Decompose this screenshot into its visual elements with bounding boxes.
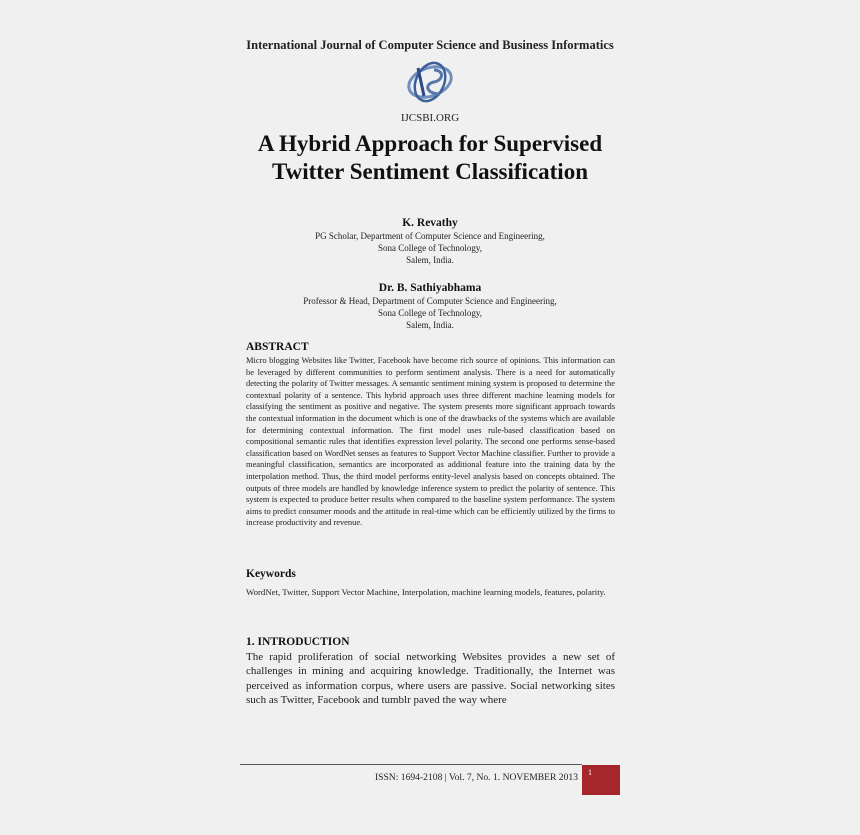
author-name: Dr. B. Sathiyabhama [378,282,482,294]
journal-site: IJCSBI.ORG [400,112,460,124]
paper-title-line: Twitter Sentiment Classification [271,159,588,184]
keywords-text: WordNet, Twitter, Support Vector Machine, Interpolation, machine learning models, features, polarity. [246,587,606,597]
paper-title-line: A Hybrid Approach for Supervised [257,131,603,156]
abstract-text: Micro blogging Websites like Twitter, Facebook have become rich source of opinions. This information can be leveraged by different communities to perform sentiment analysis. There is a need for automatically detecting the polarity of Twitter messages. A semantic sentiment mining system is proposed to determine the contextual polarity of a sentence. This hybrid approach uses three different machine learning models for classifying the sentiment as positive and negative. The system presents more significant approach towards the contextual information in the document which is one of the drawbacks of the systems which are available for determining contextual information. The first model uses rule-based classification based on compositional semantic rules that identifies expression level polarity. The second one performs sense-based classification based on WordNet senses as features to Support Vector Machine classifier. Further to provide a meaningful classification, semantics are incorporated as additional feature into the training data by the interpolation method. Thus, the third model performs entity-level analysis based on concepts obtained. The outputs of three models are handled by knowledge inference system to predict the polarity of sentence. This system is expected to produce better results when compared to the baseline system performance. The system aims to predict consumer moods and the attitude in real-time which can be efficiently utilized by the firms to increase productivity and revenue. [246,355,615,528]
journal-name: International Journal of Computer Science and Business Informatics [246,38,614,52]
author-block [0,216,860,266]
author-affiliation: Salem, India. [406,255,454,265]
keywords-heading: Keywords [246,568,296,580]
author-affiliation: Professor & Head, Department of Computer Science and Engineering, [303,296,557,306]
author-block [0,281,860,331]
author-affiliation: Sona College of Technology, [377,243,483,253]
author-affiliation: Salem, India. [406,320,454,330]
page-number: 1 [588,768,592,777]
author-affiliation: PG Scholar, Department of Computer Science and Engineering, [315,231,545,241]
introduction-text: The rapid proliferation of social networking Websites provides a new set of challenges in mining and acquiring knowledge. Traditionally, the Internet was perceived as information corpus, where users are passive. Social networking sites such as Twitter, Facebook and tumblr paved the way where [246,651,615,706]
paper-title [0,130,860,186]
author-affiliation: Sona College of Technology, [377,308,483,318]
introduction-heading: 1. INTRODUCTION [246,636,350,648]
footer-divider [240,764,582,765]
page-number-box [582,765,620,795]
abstract-heading: ABSTRACT [246,341,309,353]
footer-issn: ISSN: 1694-2108 | Vol. 7, No. 1. NOVEMBER 2013 [374,772,578,783]
author-name: K. Revathy [402,217,458,229]
ijcsbi-logo-icon [404,60,456,104]
